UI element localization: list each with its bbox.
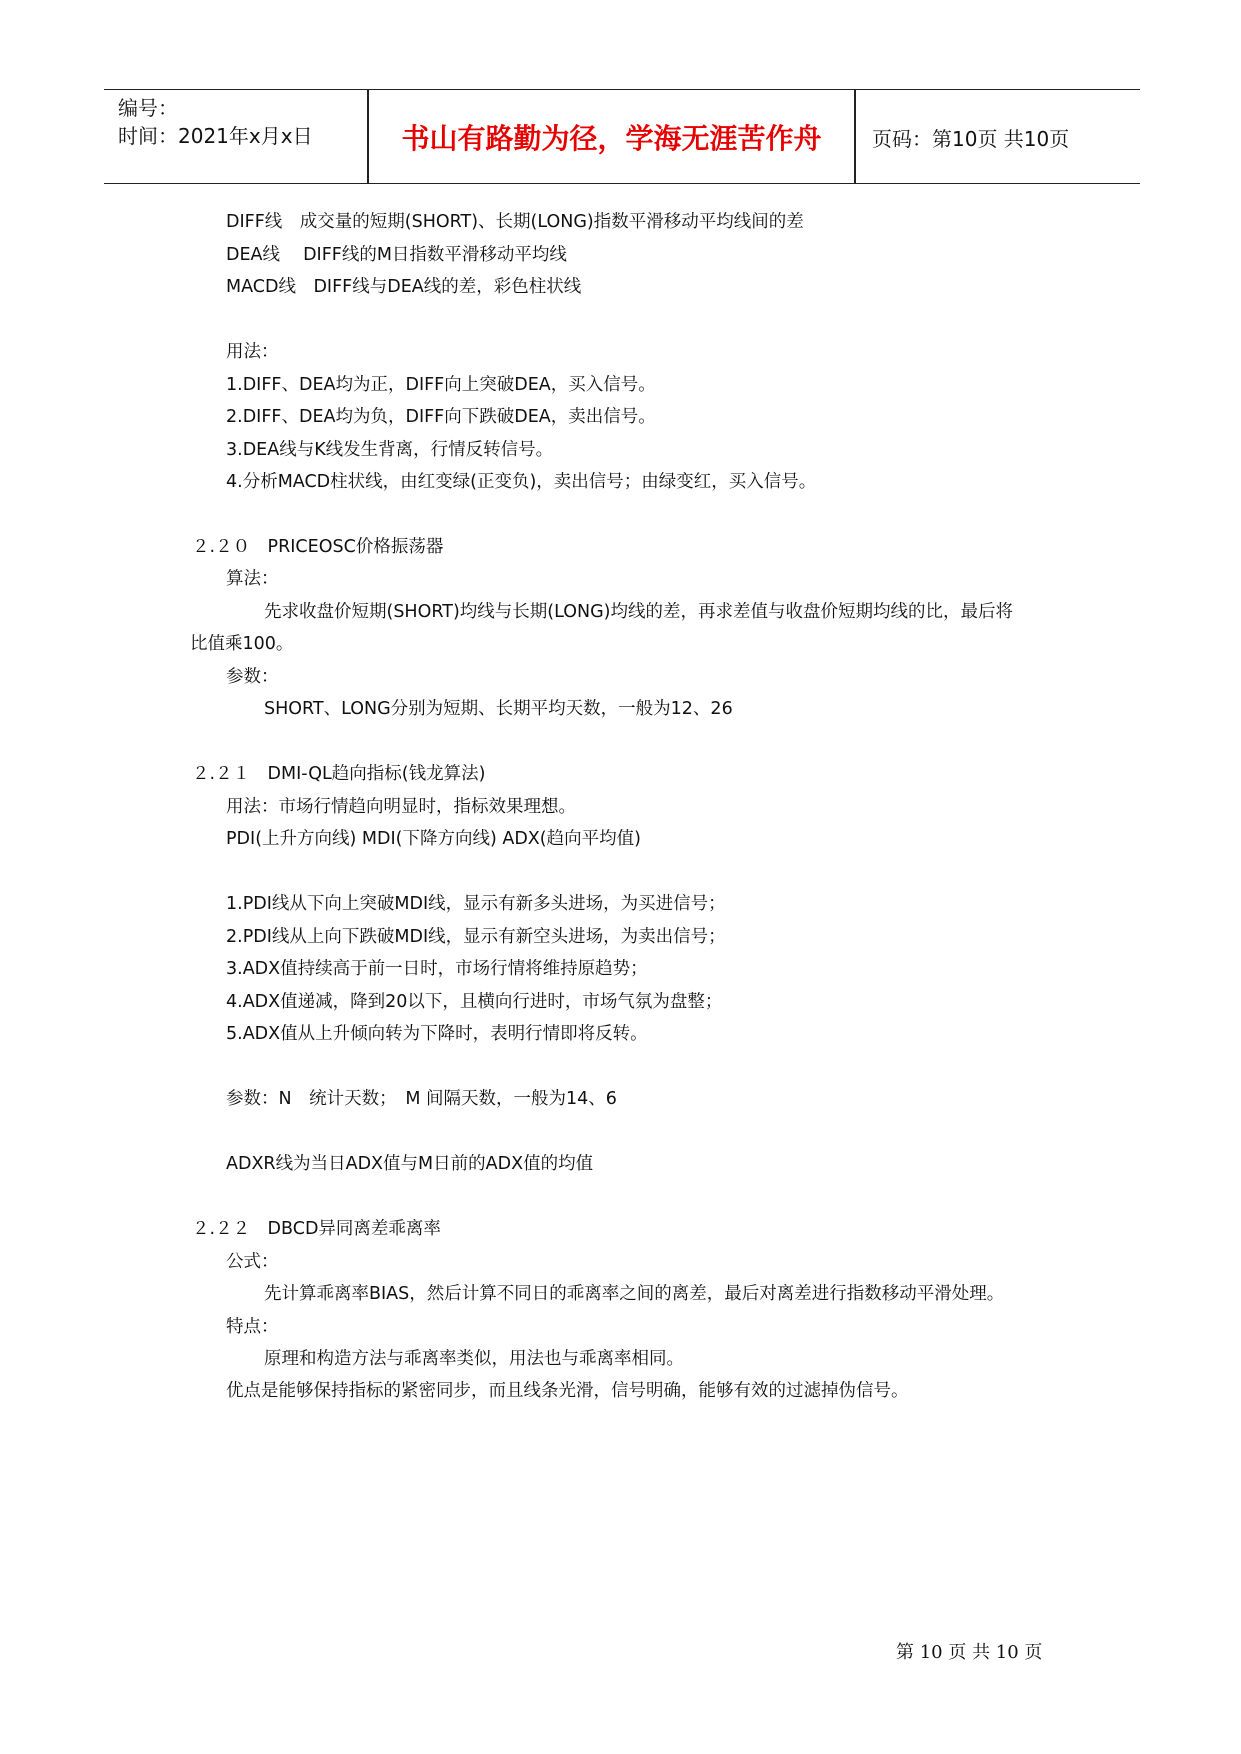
text-line: 用法：市场行情趋向明显时，指标效果理想。 bbox=[226, 797, 576, 817]
text-line: DEA线 DIFF线的M日指数平滑移动平均线 bbox=[226, 245, 567, 265]
page-footer: 第 10 页 共 10 页 bbox=[896, 1642, 1043, 1663]
header-motto: 书山有路勤为径，学海无涯苦作舟 bbox=[401, 122, 822, 155]
section-heading: ２.２０ PRICEOSC价格振荡器 bbox=[192, 537, 444, 557]
text-line: 用法： bbox=[226, 342, 279, 362]
number-label: 编号： bbox=[118, 96, 178, 120]
list-item: 2.PDI线从上向下跌破MDI线，显示有新空头进场，为卖出信号； bbox=[226, 927, 726, 947]
time-label: 时间：2021年x月x日 bbox=[118, 124, 313, 148]
text-line: 参数：N 统计天数； M 间隔天数，一般为14、6 bbox=[226, 1089, 617, 1109]
header-page-label: 页码：第10页 共10页 bbox=[872, 127, 1070, 151]
list-item: 2.DIFF、DEA均为负，DIFF向下跌破DEA，卖出信号。 bbox=[226, 407, 656, 427]
list-item: 4.ADX值递减，降到20以下，且横向行进时，市场气氛为盘整； bbox=[226, 992, 723, 1012]
text-line: 特点： bbox=[226, 1317, 279, 1337]
list-item: 4.分析MACD柱状线，由红变绿(正变负)，卖出信号；由绿变红，买入信号。 bbox=[226, 472, 817, 492]
text-line: 优点是能够保持指标的紧密同步，而且线条光滑，信号明确，能够有效的过滤掉伪信号。 bbox=[226, 1381, 909, 1401]
text-line: SHORT、LONG分别为短期、长期平均天数，一般为12、26 bbox=[264, 699, 733, 719]
text-line: DIFF线 成交量的短期(SHORT)、长期(LONG)指数平滑移动平均线间的差 bbox=[226, 212, 804, 232]
list-item: 1.DIFF、DEA均为正，DIFF向上突破DEA，买入信号。 bbox=[226, 375, 656, 395]
text-line: 公式： bbox=[226, 1252, 279, 1272]
list-item: 5.ADX值从上升倾向转为下降时，表明行情即将反转。 bbox=[226, 1024, 648, 1044]
section-heading: ２.２１ DMI-QL趋向指标(钱龙算法) bbox=[192, 764, 486, 784]
header-meta bbox=[118, 94, 313, 150]
list-item: 3.DEA线与K线发生背离，行情反转信号。 bbox=[226, 440, 554, 460]
text-line: 算法： bbox=[226, 569, 279, 589]
header-divider bbox=[854, 90, 856, 183]
list-item: 3.ADX值持续高于前一日时，市场行情将维持原趋势； bbox=[226, 959, 648, 979]
text-line: 先计算乖离率BIAS，然后计算不同日的乖离率之间的离差，最后对离差进行指数移动平滑处理。 bbox=[264, 1284, 1005, 1304]
section-heading: ２.２２ DBCD异同离差乖离率 bbox=[192, 1219, 441, 1239]
text-line: 参数： bbox=[226, 667, 279, 687]
page-header bbox=[104, 89, 1140, 184]
text-line: PDI(上升方向线) MDI(下降方向线) ADX(趋向平均值) bbox=[226, 829, 641, 849]
text-line: 比值乘100。 bbox=[190, 634, 294, 654]
text-line: ADXR线为当日ADX值与M日前的ADX值的均值 bbox=[226, 1154, 594, 1174]
text-line: 原理和构造方法与乖离率类似，用法也与乖离率相同。 bbox=[264, 1349, 684, 1369]
list-item: 1.PDI线从下向上突破MDI线，显示有新多头进场，为买进信号； bbox=[226, 894, 726, 914]
text-line: 先求收盘价短期(SHORT)均线与长期(LONG)均线的差，再求差值与收盘价短期均线的比，最后将 bbox=[264, 602, 1013, 622]
text-line: MACD线 DIFF线与DEA线的差，彩色柱状线 bbox=[226, 277, 582, 297]
